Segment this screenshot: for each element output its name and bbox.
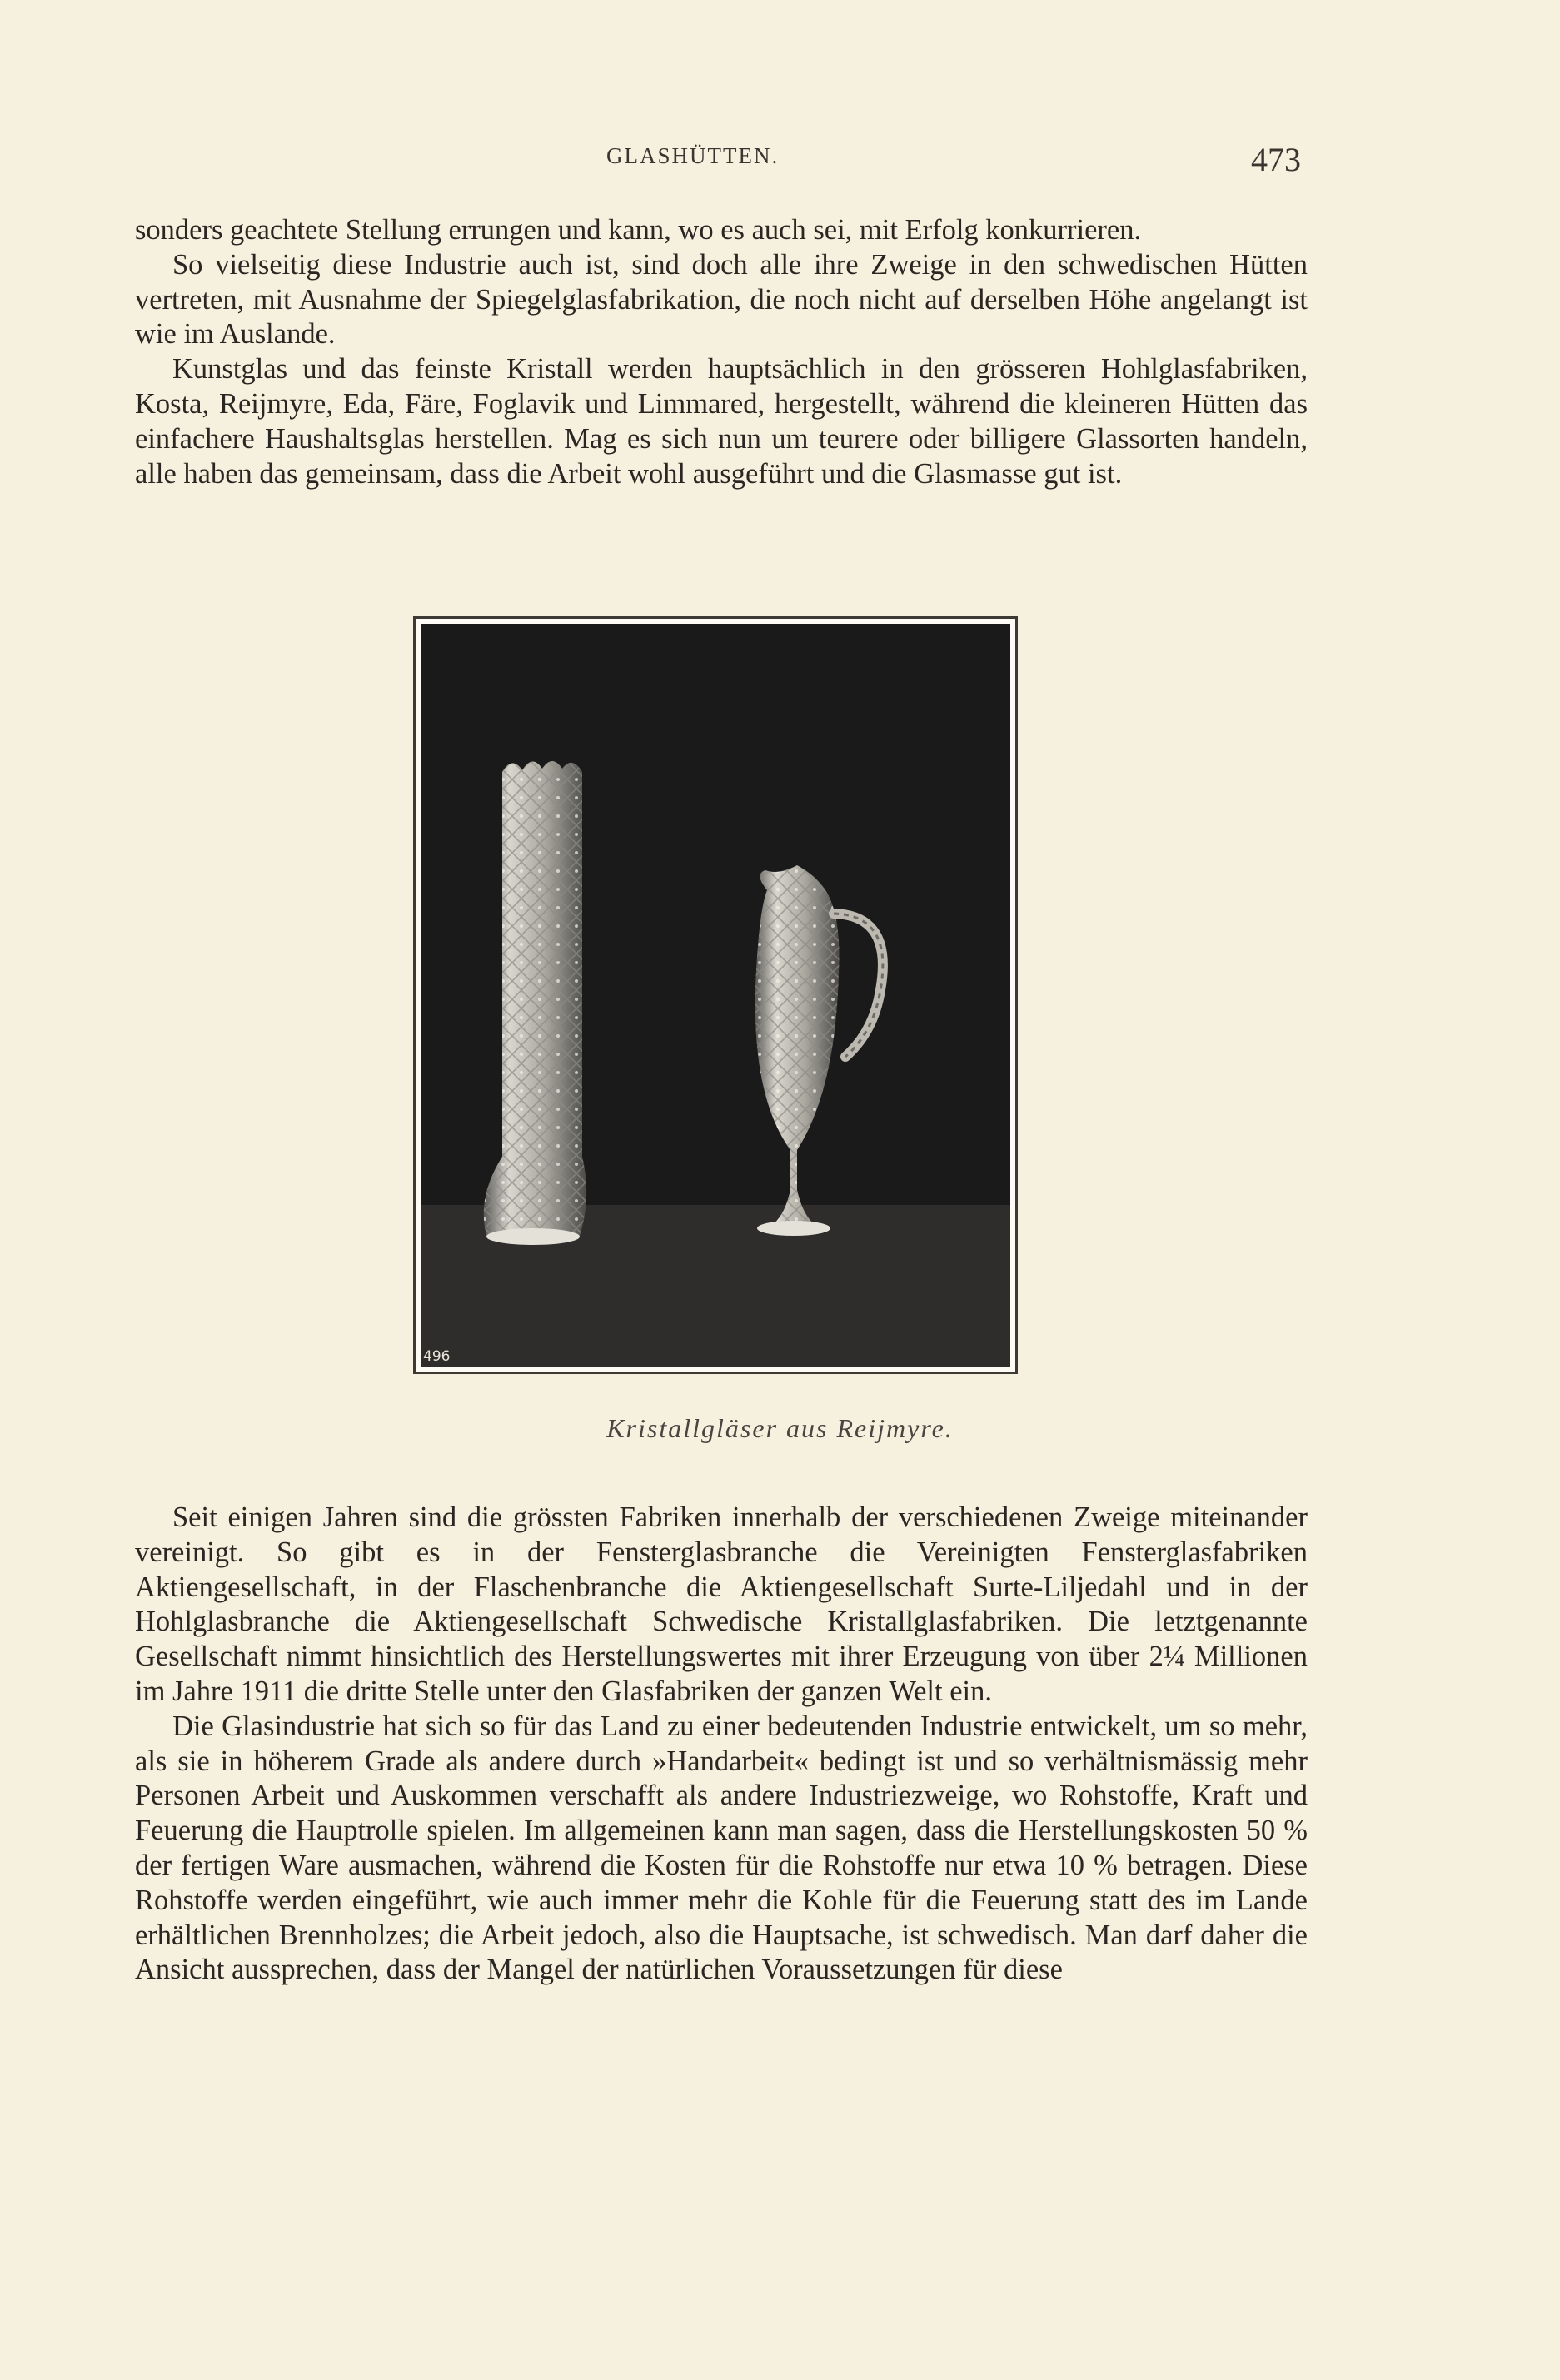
paragraph: Die Glasindustrie hat sich so für das Land zu einer bedeutenden Industrie entwickelt, um so mehr, als sie in höherem Grade als andere durch »Handarbeit« bedingt ist und so verhältnismässig mehr Personen Arbeit und Auskommen verschafft als andere Industriezweige, wo Rohstoffe, Kraft und Feuerung die Hauptrolle spielen. Im allgemeinen kann man sagen, dass die Herstellungskosten 50 % der fertigen Ware ausmachen, während die Kosten für die Rohstoffe nur etwa 10 % betragen. Diese Rohstoffe werden eingeführt, wie auch immer mehr die Kohle für die Feuerung statt des im Lande erhältlichen Brennholzes; die Arbeit jedoch, also die Hauptsache, ist schwedisch. Man darf daher die Ansicht aussprechen, dass der Mangel der natürlichen Voraussetzungen für diese (135, 1710, 1308, 1986)
paragraph: sonders geachtete Stellung errungen und kann, wo es auch sei, mit Erfolg konkurrieren. (135, 214, 1142, 246)
photo-figure (413, 616, 1018, 1374)
running-head: GLASHÜTTEN. (606, 143, 780, 168)
page-number: 473 (1251, 141, 1301, 178)
body-text-bottom (135, 1501, 1308, 1988)
paragraph: So vielseitig diese Industrie auch ist, sind doch alle ihre Zweige in den schwedischen Hütten vertreten, mit Ausnahme der Spiegelglasfabrikation, die noch nicht auf derselben Höhe angelangt ist wie im Auslande. (135, 248, 1308, 351)
paragraph: Kunstglas und das feinste Kristall werden hauptsächlich in den grösseren Hohlglasfabriken, Kosta, Reijmyre, Eda, Färe, Foglavik und Limmared, hergestellt, während die kleineren Hütten das einfachere Haushaltsglas herstellen. Mag es sich nun um teurere oder billigere Glassorten handeln, alle haben das gemeinsam, dass die Arbeit wohl ausgeführt und die Glasmasse gut ist. (135, 353, 1308, 490)
figure-number: 496 (423, 1348, 451, 1365)
figure-caption: Kristallgläser aus Reijmyre. (606, 1413, 954, 1443)
crystal-glasses-photo (421, 624, 1010, 1367)
page-header (0, 143, 1560, 185)
body-text-top (135, 213, 1308, 491)
paragraph: Seit einigen Jahren sind die grössten Fabriken innerhalb der verschiedenen Zweige miteinander vereinigt. So gibt es in der Fensterglasbranche die Vereinigten Fensterglasfabriken Aktiengesellschaft, in der Flaschenbranche die Aktiengesellschaft Surte-Liljedahl und in der Hohlglasbranche die Aktiengesellschaft Schwedische Kristallglasfabriken. Die letztgenannte Gesellschaft nimmt hinsichtlich des Herstellungswertes mit ihrer Erzeugung von über 2¼ Millionen im Jahre 1911 die dritte Stelle unter den Glasfabriken der ganzen Welt ein. (135, 1501, 1308, 1707)
